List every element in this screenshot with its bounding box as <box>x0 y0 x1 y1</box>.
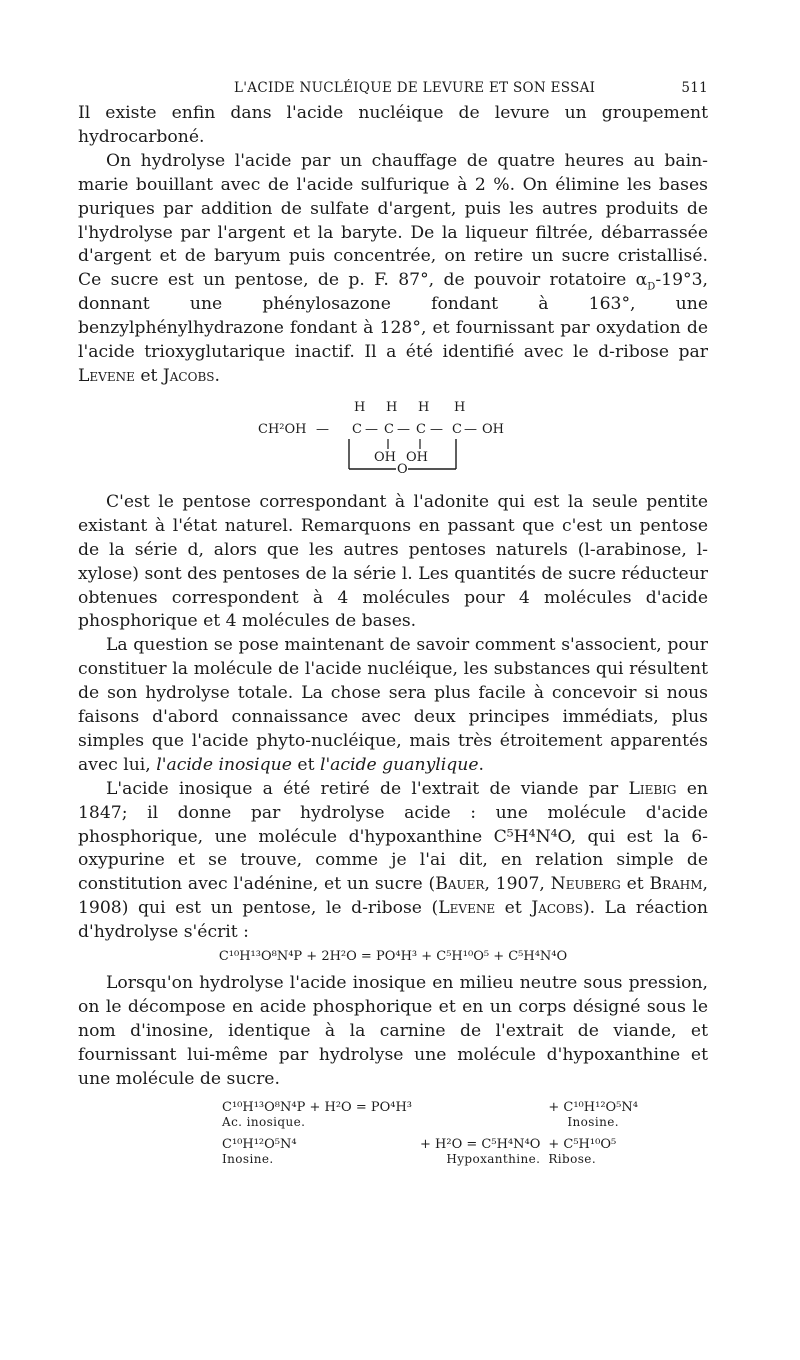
eq3-label-left: Inosine. <box>222 1151 274 1166</box>
eq3-label-right: Ribose. <box>548 1151 597 1166</box>
eq3-left: C¹⁰H¹²O⁵N⁴ <box>222 1136 297 1152</box>
equation-row-3 <box>218 1137 642 1152</box>
author-levene-2: Levene <box>438 898 496 919</box>
paragraph-1: Il existe enfin dans l'acide nucléique de levure un groupement hydrocarboné. <box>78 103 708 147</box>
eq3-label-mid: Hypoxanthine. <box>446 1151 541 1166</box>
equation-labels-2 <box>218 1115 642 1129</box>
term-inosic-acid: l'acide inosique <box>156 754 292 775</box>
ring-oxygen: O <box>397 461 408 477</box>
eq3-mid: + H²O = C⁵H⁴N⁴O <box>420 1136 541 1152</box>
author-jacobs: Jacobs <box>162 365 215 386</box>
equation-table <box>218 1100 642 1166</box>
ch2oh-group: CH²OH <box>258 421 307 437</box>
dash-5: — <box>464 421 477 437</box>
author-brahm: Brahm <box>649 874 703 895</box>
dash-4: — <box>430 421 443 437</box>
h-4: H <box>454 399 466 415</box>
paragraph-6: Lorsqu'on hydrolyse l'acide inosique en milieu neutre sous pression, on le décompose en acide phosphorique et en un corps désigné sous le nom d'inosine, identique à la carnine de l'extrait de viande, et fournissant lui-même par hydrolyse une molécule d'hypoxanthine et une molécule de sucre. <box>78 973 708 1089</box>
c-3: C <box>416 421 426 437</box>
paragraph-5: L'acide inosique a été retiré de l'extrait de viande par Liebig en 1847; il donne par hydrolyse acide : une molécule d'acide phosphorique, une molécule d'hypoxanthine C⁵H⁴N⁴O, qui est la 6-oxypurine et se trouve, comme je l'ai dit, en relation simple de constitution avec l'adénine, et un sucre (Bauer, 1907, Neuberg et Brahm, 1908) qui est un pentose, le d-ribose (Levene et Jacobs). La réaction d'hydrolyse s'écrit : <box>78 778 708 943</box>
paragraph-4: La question se pose maintenant de savoir comment s'associent, pour constituer la molécule de l'acide nucléique, les substances qui résultent de son hydrolyse totale. La chose sera plus facile à concevoir si nous faisons d'abord connaissance avec deux principes immédiats, plus simples que l'acide phyto-nucléique, mais très étroitement apparentés avec lui, l'acide inosique et l'acide guanylique. <box>78 635 708 775</box>
paragraph-3: C'est le pentose correspondant à l'adonite qui est la seule pentite existant à l'état naturel. Remarquons en passant que c'est un pentose de la série d, alors que les autres pentoses naturels (l-arabinose, l-xylose) sont des pentoses de la série l. Les quantités de sucre réducteur obtenues correspondent à 4 molécules pour 4 molécules d'acide phosphorique et 4 molécules de bases. <box>78 491 708 632</box>
author-bauer: Bauer <box>435 874 485 895</box>
author-levene: Levene <box>78 365 135 386</box>
term-guanylic-acid: l'acide guanylique <box>319 754 479 775</box>
eq2-right: + C¹⁰H¹²O⁵N⁴ <box>548 1099 638 1115</box>
author-liebig: Liebig <box>628 778 677 799</box>
eq2-left: C¹⁰H¹³O⁸N⁴P + H²O = PO⁴H³ <box>222 1099 413 1115</box>
c-2: C <box>384 421 394 437</box>
running-title: L'ACIDE NUCLÉIQUE DE LEVURE ET SON ESSAI <box>234 80 596 96</box>
author-neuberg: Neuberg <box>550 874 621 895</box>
dash-3: — <box>397 421 410 437</box>
c-1: C <box>352 421 362 437</box>
equation-labels-3 <box>218 1152 642 1166</box>
dash-2: — <box>365 421 378 437</box>
oh-1: OH <box>374 449 396 465</box>
h-1: H <box>354 399 366 415</box>
h-2: H <box>386 399 398 415</box>
eq2-label-left: Ac. inosique. <box>222 1114 306 1129</box>
dash-1: — <box>316 421 329 437</box>
eq2-label-right: Inosine. <box>567 1114 619 1129</box>
equation-hydrolysis: C¹⁰H¹³O⁸N⁴P + 2H²O = PO⁴H³ + C⁵H¹⁰O⁵ + C⁵H⁴N⁴O <box>218 949 568 965</box>
running-header <box>78 80 708 96</box>
paragraph-2: On hydrolyse l'acide par un chauffage de quatre heures au bain-marie bouillant avec de l'acide sulfurique à 2 %. On élimine les bases puriques par addition de sulfate d'argent, puis les autres produits de l'hydrolyse par l'argent et la baryte. De la liqueur filtrée, débarrassée d'argent et de baryum puis concentrée, on retire un sucre cristallisé. Ce sucre est un pentose, de p. F. 87°, de pouvoir rotatoire $\alpha_D-19^\circ 3$, donnant une phénylosazone fondant à 163°, une benzylphénylhydrazone fondant à 128°, et fournissant par oxydation de l'acide trioxyglutarique inactif. Il a été identifié avec le d-ribose par Levene et Jacobs. <box>78 150 708 386</box>
page <box>78 80 708 1166</box>
oh-terminal: OH <box>482 421 504 437</box>
c-4: C <box>452 421 462 437</box>
oh-2: OH <box>406 449 428 465</box>
equation-row-2 <box>218 1100 642 1115</box>
h-3: H <box>418 399 430 415</box>
ribose-structure <box>78 397 708 485</box>
author-jacobs-2: Jacobs <box>531 898 583 919</box>
page-number: 511 <box>681 80 708 96</box>
eq3-right: + C⁵H¹⁰O⁵ <box>548 1136 617 1152</box>
